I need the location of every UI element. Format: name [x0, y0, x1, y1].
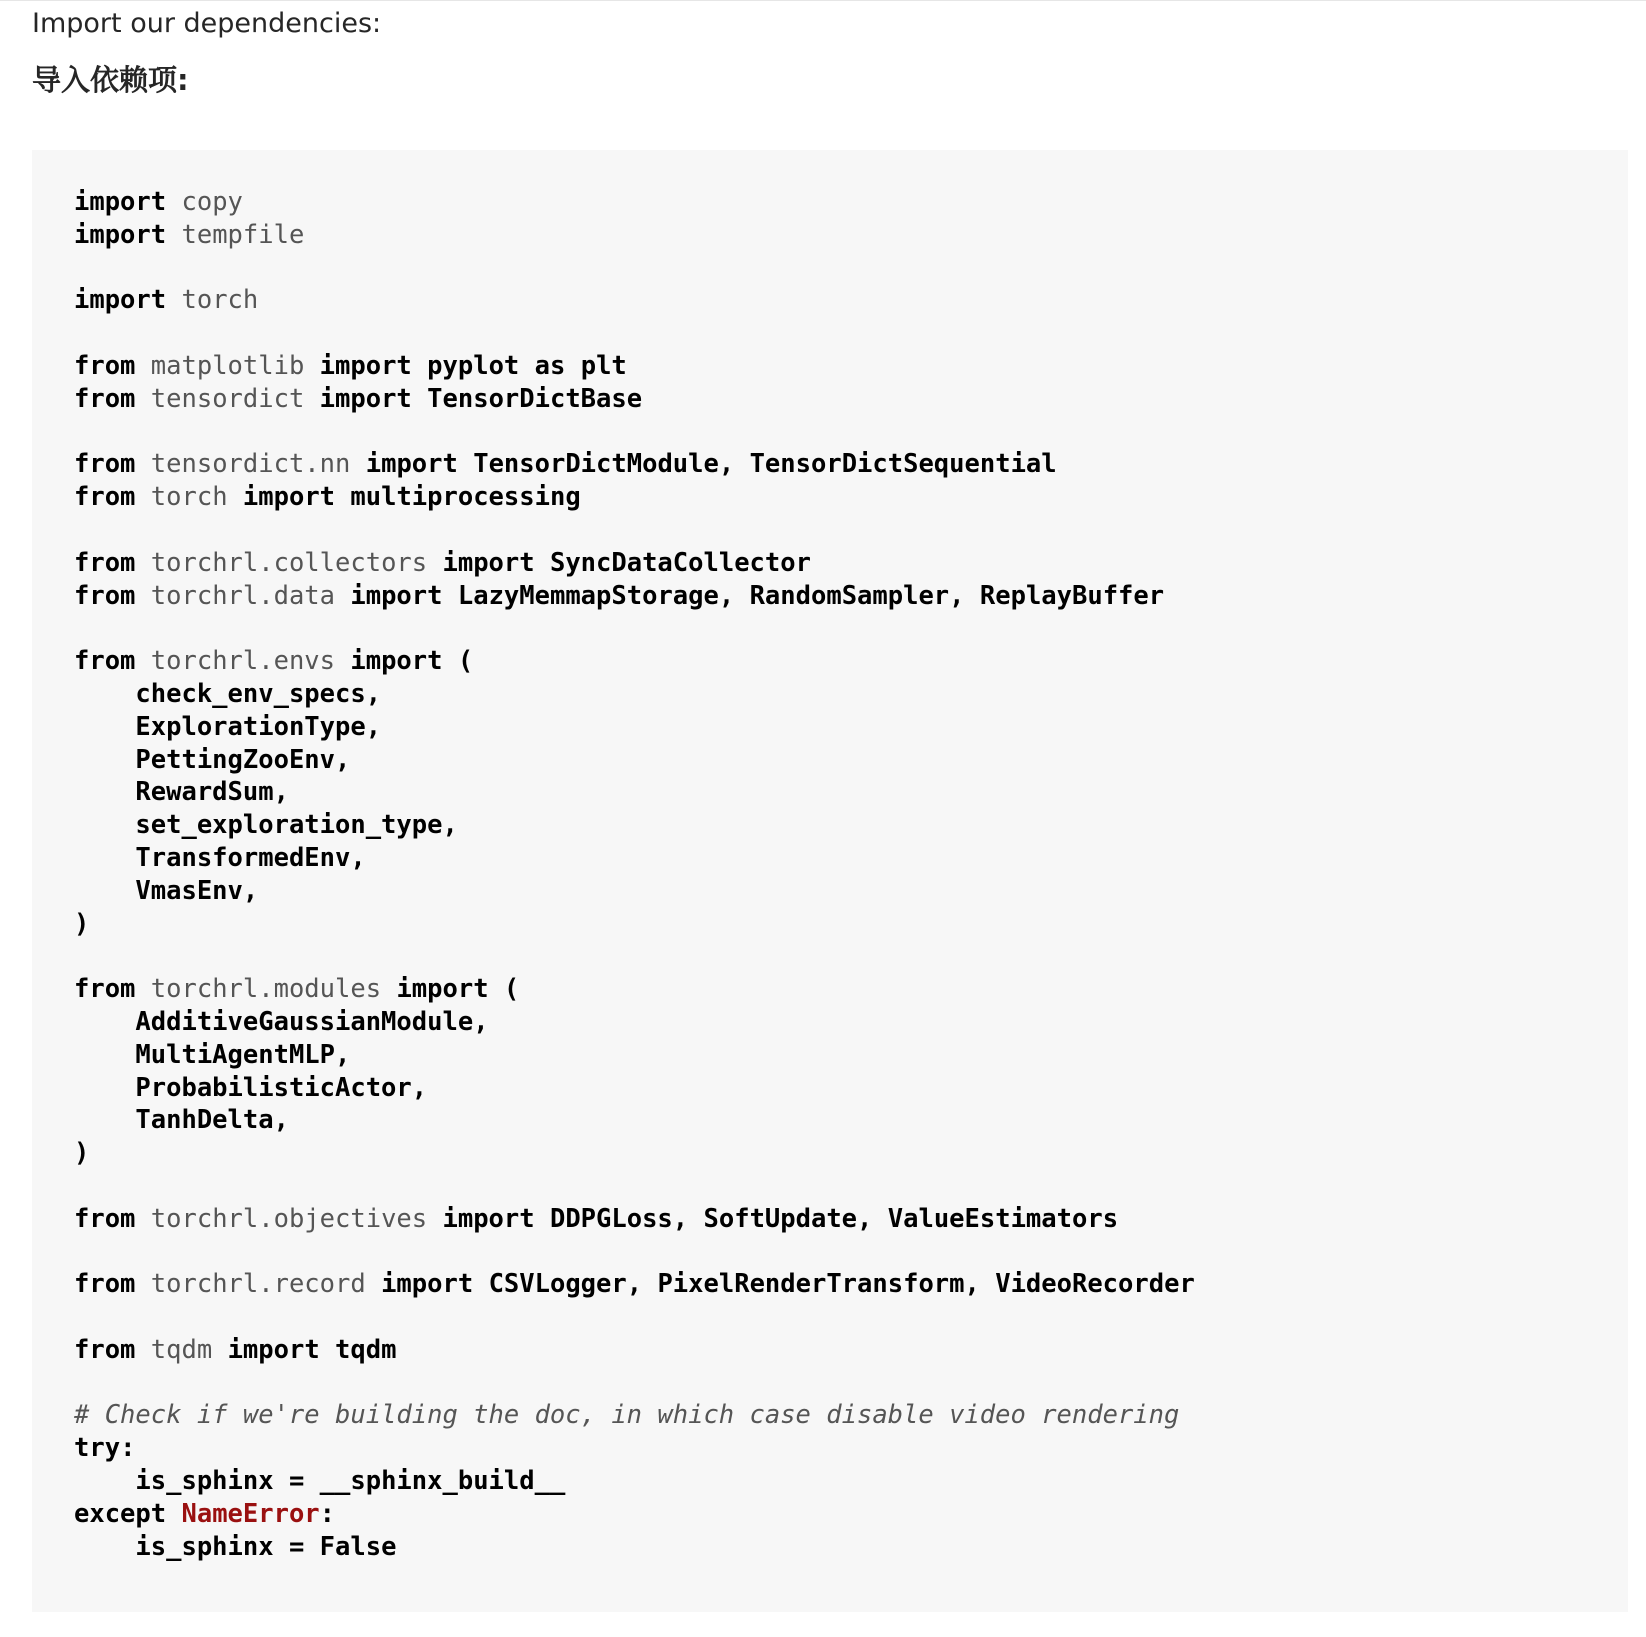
code-whitespace — [74, 712, 135, 742]
code-line — [74, 186, 1628, 219]
code-module-name: tensordict — [150, 383, 305, 414]
code-punctuation: ( — [503, 974, 520, 1005]
code-line — [74, 1432, 1628, 1465]
code-line — [74, 1072, 1628, 1105]
code-line — [74, 580, 1628, 613]
code-whitespace — [443, 581, 458, 611]
code-whitespace — [304, 351, 319, 381]
code-identifier: set_exploration_type — [135, 810, 443, 841]
code-punctuation: , — [273, 1105, 289, 1136]
code-punctuation: = — [288, 1531, 305, 1562]
code-punctuation: , — [335, 744, 351, 775]
code-whitespace — [228, 482, 243, 512]
code-keyword: import — [319, 383, 412, 414]
code-module-name: torchrl.record — [150, 1269, 366, 1300]
code-whitespace — [74, 1532, 135, 1562]
code-punctuation: , — [718, 449, 735, 480]
code-punctuation: , — [365, 711, 382, 742]
code-keyword: from — [74, 547, 136, 578]
code-punctuation: , — [626, 1269, 643, 1300]
code-line — [74, 1465, 1628, 1498]
code-identifier: TensorDictModule — [473, 449, 719, 480]
code-punctuation: , — [335, 1039, 351, 1070]
code-whitespace — [519, 351, 534, 381]
code-whitespace — [74, 1040, 135, 1070]
code-keyword: import — [442, 1203, 535, 1234]
code-whitespace — [565, 351, 580, 381]
code-line — [74, 284, 1628, 317]
code-whitespace — [642, 1269, 657, 1299]
code-line — [74, 1039, 1628, 1072]
code-whitespace — [412, 351, 427, 381]
code-module-name: torch — [181, 285, 259, 316]
code-whitespace — [304, 1532, 319, 1562]
code-identifier: SyncDataCollector — [549, 547, 811, 578]
code-line — [74, 908, 1628, 941]
code-whitespace — [135, 482, 150, 512]
code-punctuation: , — [411, 1072, 428, 1103]
code-keyword: import — [74, 187, 167, 217]
code-module-name: torchrl.envs — [150, 646, 336, 677]
code-whitespace — [412, 384, 427, 414]
code-keyword: as — [534, 350, 566, 381]
code-whitespace — [74, 679, 135, 709]
code-line — [74, 973, 1628, 1006]
code-module-name: tensordict.nn — [150, 449, 351, 480]
code-line — [74, 612, 1628, 645]
code-identifier: DDPGLoss — [549, 1203, 673, 1234]
code-keyword: import — [227, 1334, 320, 1365]
code-identifier: __sphinx_build__ — [319, 1466, 566, 1497]
code-line — [74, 1104, 1628, 1137]
code-whitespace — [473, 1269, 488, 1299]
code-line — [74, 383, 1628, 416]
code-whitespace — [304, 1466, 319, 1496]
code-line — [74, 416, 1628, 449]
code-line — [74, 776, 1628, 809]
code-punctuation: , — [964, 1269, 980, 1300]
code-line — [74, 317, 1628, 350]
code-punctuation: , — [672, 1203, 689, 1234]
code-identifier: ProbabilisticActor — [135, 1072, 412, 1103]
code-line — [74, 547, 1628, 580]
code-keyword: from — [74, 383, 136, 414]
code-keyword: import — [365, 449, 458, 480]
code-keyword: from — [74, 1269, 136, 1300]
code-keyword: import — [74, 285, 167, 316]
code-punctuation: , — [350, 842, 366, 873]
code-identifier: MultiAgentMLP — [135, 1039, 336, 1070]
code-keyword: from — [74, 350, 136, 381]
code-identifier: VmasEnv — [135, 875, 243, 906]
code-whitespace — [304, 384, 319, 414]
code-keyword: except — [74, 1498, 167, 1529]
code-line — [74, 219, 1628, 252]
code-line — [74, 940, 1628, 973]
code-whitespace — [74, 745, 135, 775]
code-identifier: multiprocessing — [350, 482, 581, 513]
code-punctuation: , — [857, 1203, 873, 1234]
code-whitespace — [166, 220, 181, 250]
code-module-name: torchrl.modules — [150, 974, 382, 1005]
code-identifier: RewardSum — [135, 777, 274, 808]
code-module-name: tempfile — [181, 219, 305, 250]
code-punctuation: , — [242, 875, 259, 906]
code-module-name: matplotlib — [150, 350, 305, 381]
code-whitespace — [320, 1335, 335, 1365]
code-module-name: tqdm — [150, 1334, 213, 1365]
code-whitespace — [427, 1204, 442, 1234]
code-identifier: TensorDictBase — [427, 383, 643, 414]
code-whitespace — [381, 974, 396, 1004]
code-whitespace — [535, 1204, 550, 1234]
code-keyword: import — [350, 646, 443, 677]
code-whitespace — [74, 1466, 135, 1496]
code-whitespace — [489, 974, 504, 1004]
code-whitespace — [74, 876, 135, 906]
top-divider — [0, 0, 1646, 1]
code-whitespace — [74, 1073, 135, 1103]
code-whitespace — [135, 1204, 150, 1234]
code-keyword: import — [442, 547, 535, 578]
code-whitespace — [734, 581, 749, 611]
code-line — [74, 1399, 1628, 1432]
code-line — [74, 809, 1628, 842]
code-module-name: torch — [150, 482, 228, 513]
code-whitespace — [335, 581, 350, 611]
code-line — [74, 252, 1628, 285]
code-identifier: tqdm — [335, 1334, 397, 1365]
code-identifier: plt — [580, 350, 627, 381]
code-punctuation: = — [288, 1466, 305, 1497]
code-line — [74, 1531, 1628, 1564]
code-line — [74, 1137, 1628, 1170]
code-module-name: torchrl.collectors — [150, 547, 428, 578]
code-punctuation: , — [442, 810, 458, 841]
code-identifier: SoftUpdate — [703, 1203, 858, 1234]
code-keyword: import — [74, 219, 167, 250]
code-whitespace — [135, 1269, 150, 1299]
code-identifier: ValueEstimators — [887, 1203, 1119, 1234]
code-identifier: LazyMemmapStorage — [457, 580, 719, 611]
code-whitespace — [135, 384, 150, 414]
code-identifier: pyplot — [427, 350, 520, 381]
code-line — [74, 678, 1628, 711]
code-keyword: from — [74, 580, 136, 611]
code-listing[interactable] — [74, 186, 1628, 1563]
code-line — [74, 1170, 1628, 1203]
code-identifier: AdditiveGaussianModule — [135, 1006, 474, 1037]
code-line — [74, 1334, 1628, 1367]
code-punctuation: : — [120, 1433, 136, 1464]
code-whitespace — [135, 1335, 150, 1365]
code-module-name: torchrl.data — [150, 580, 336, 611]
intro-text-chinese: 导入依赖项: — [32, 63, 189, 97]
code-keyword: from — [74, 1334, 136, 1365]
code-whitespace — [872, 1204, 887, 1234]
code-whitespace — [335, 646, 350, 676]
code-identifier: check_env_specs — [135, 678, 366, 709]
code-whitespace — [74, 843, 135, 873]
code-identifier: PettingZooEnv — [135, 744, 336, 775]
code-line — [74, 1006, 1628, 1039]
code-identifier: TransformedEnv — [135, 842, 351, 873]
code-line — [74, 711, 1628, 744]
code-module-name: copy — [181, 187, 243, 217]
code-whitespace — [135, 581, 150, 611]
code-line — [74, 1367, 1628, 1400]
code-whitespace — [335, 482, 350, 512]
code-line — [74, 1236, 1628, 1269]
code-whitespace — [458, 449, 473, 479]
code-whitespace — [74, 810, 135, 840]
code-line — [74, 744, 1628, 777]
code-whitespace — [135, 646, 150, 676]
code-line — [74, 645, 1628, 678]
code-whitespace — [980, 1269, 995, 1299]
code-punctuation: , — [718, 580, 735, 611]
code-whitespace — [427, 548, 442, 578]
code-whitespace — [212, 1335, 227, 1365]
code-identifier: VideoRecorder — [995, 1269, 1195, 1300]
code-whitespace — [166, 285, 181, 315]
code-keyword: import — [350, 580, 443, 611]
code-identifier: CSVLogger — [488, 1269, 627, 1300]
code-identifier: is_sphinx — [135, 1531, 274, 1562]
code-whitespace — [74, 1105, 135, 1135]
code-keyword: import — [396, 974, 489, 1005]
code-identifier: TensorDictSequential — [749, 449, 1057, 480]
code-keyword: import — [319, 350, 412, 381]
code-identifier: TanhDelta — [135, 1105, 274, 1136]
code-whitespace — [135, 548, 150, 578]
code-whitespace — [166, 187, 181, 217]
code-whitespace — [274, 1532, 289, 1562]
code-whitespace — [274, 1466, 289, 1496]
code-whitespace — [535, 548, 550, 578]
code-identifier: RandomSampler — [749, 580, 950, 611]
code-whitespace — [688, 1204, 703, 1234]
code-punctuation: ) — [74, 908, 90, 939]
code-keyword: from — [74, 646, 136, 677]
code-line — [74, 1301, 1628, 1334]
code-line — [74, 842, 1628, 875]
code-comment: # Check if we're building the doc, in which case disable video rendering — [74, 1400, 1180, 1431]
code-punctuation: : — [319, 1498, 336, 1529]
code-whitespace — [74, 1007, 135, 1037]
code-whitespace — [135, 351, 150, 381]
code-identifier: is_sphinx — [135, 1466, 274, 1497]
code-whitespace — [965, 581, 980, 611]
code-punctuation: ) — [74, 1138, 90, 1169]
intro-text-english: Import our dependencies: — [32, 8, 382, 39]
code-whitespace — [366, 1269, 381, 1299]
code-line — [74, 1203, 1628, 1236]
code-whitespace — [166, 1499, 181, 1529]
code-whitespace — [74, 777, 135, 807]
code-line — [74, 481, 1628, 514]
code-keyword: from — [74, 974, 136, 1005]
code-line — [74, 875, 1628, 908]
code-whitespace — [350, 449, 365, 479]
code-keyword: from — [74, 482, 136, 513]
code-punctuation: , — [949, 580, 965, 611]
code-line — [74, 1268, 1628, 1301]
code-line — [74, 350, 1628, 383]
code-line — [74, 448, 1628, 481]
code-identifier: PixelRenderTransform — [657, 1269, 965, 1300]
code-keyword: from — [74, 1203, 136, 1234]
code-exception-name: NameError — [181, 1498, 320, 1529]
code-keyword: False — [319, 1531, 397, 1562]
code-whitespace — [135, 974, 150, 1004]
code-block[interactable] — [32, 150, 1628, 1612]
code-whitespace — [135, 449, 150, 479]
code-punctuation: , — [473, 1006, 489, 1037]
code-whitespace — [734, 449, 749, 479]
code-module-name: torchrl.objectives — [150, 1203, 428, 1234]
code-punctuation: , — [273, 777, 289, 808]
code-line — [74, 514, 1628, 547]
code-punctuation: ( — [457, 646, 474, 677]
code-keyword: from — [74, 449, 136, 480]
code-keyword: try — [74, 1433, 121, 1464]
code-line — [74, 1498, 1628, 1531]
code-keyword: import — [381, 1269, 474, 1300]
code-punctuation: , — [365, 678, 382, 709]
code-identifier: ExplorationType — [135, 711, 366, 742]
code-whitespace — [443, 646, 458, 676]
code-keyword: import — [242, 482, 336, 513]
code-identifier: ReplayBuffer — [979, 580, 1165, 611]
